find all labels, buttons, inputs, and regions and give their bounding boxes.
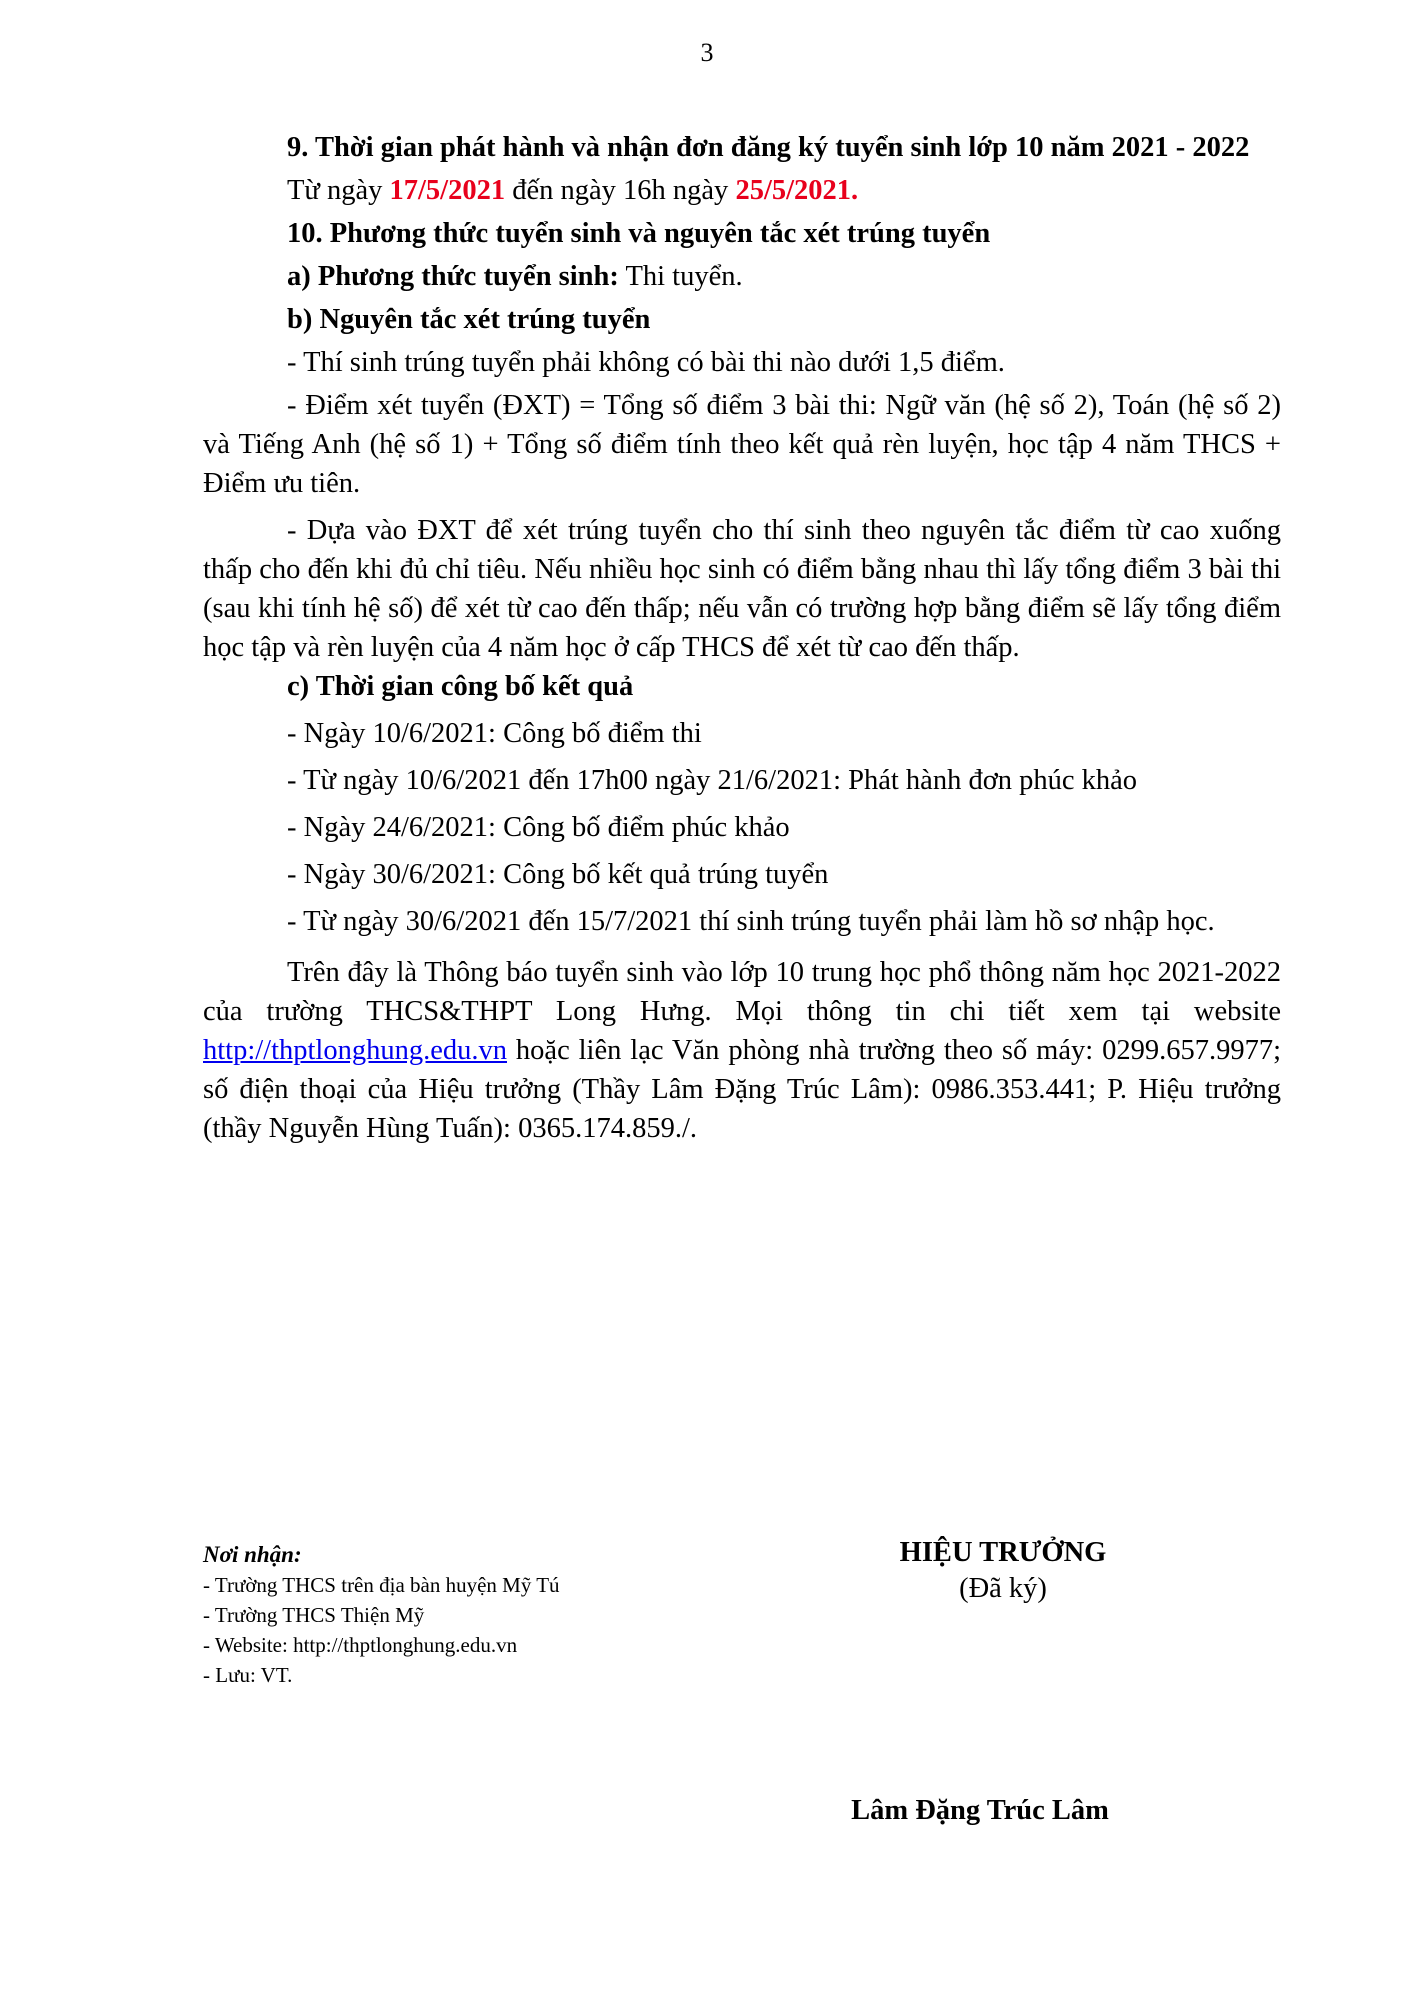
dates-text-to: đến ngày 16h ngày bbox=[505, 175, 736, 206]
results-schedule-heading: c) Thời gian công bố kết quả bbox=[287, 671, 634, 702]
schedule-item: - Từ ngày 10/6/2021 đến 17h00 ngày 21/6/2021: Phát hành đơn phúc khảo bbox=[287, 765, 1138, 796]
schedule-item: - Ngày 24/6/2021: Công bố điểm phúc khảo bbox=[287, 812, 790, 843]
recipient-item: - Website: http://thptlonghung.edu.vn bbox=[203, 1633, 518, 1657]
admission-method-value: Thi tuyển. bbox=[618, 261, 743, 292]
principle-minimum-score: - Thí sinh trúng tuyển phải không có bài thi nào dưới 1,5 điểm. bbox=[287, 347, 1005, 378]
section-9-dates bbox=[203, 171, 1281, 210]
start-date: 17/5/2021 bbox=[389, 175, 506, 206]
document-body bbox=[203, 128, 1281, 1148]
recipient-item: - Trường THCS Thiện Mỹ bbox=[203, 1603, 425, 1627]
recipient-item: - Trường THCS trên địa bàn huyện Mỹ Tú bbox=[203, 1573, 560, 1597]
closing-text-1: Trên đây là Thông báo tuyển sinh vào lớp 10 trung học phổ thông năm học 2021-2022 của trường THCS&THPT Long Hưng. Mọi thông tin chi tiết xem tại website bbox=[203, 957, 1281, 1027]
signer-name: Lâm Đặng Trúc Lâm bbox=[851, 1795, 1109, 1826]
schedule-enrollment: - Từ ngày 30/6/2021 đến 15/7/2021 thí sinh trúng tuyển phải làm hồ sơ nhập học. bbox=[287, 906, 1215, 937]
recipients-block bbox=[203, 1540, 763, 1690]
section-10-heading: 10. Phương thức tuyển sinh và nguyên tắc xét trúng tuyển bbox=[287, 218, 991, 249]
recipient-item: - Lưu: VT. bbox=[203, 1663, 293, 1687]
signature-status: (Đã ký) bbox=[959, 1573, 1047, 1604]
section-9-heading: 9. Thời gian phát hành và nhận đơn đăng ký tuyển sinh lớp 10 năm 2021 - 2022 bbox=[287, 132, 1250, 163]
signature-block bbox=[858, 1535, 1148, 1607]
closing-text-2: hoặc liên lạc Văn phòng nhà trường theo số máy: 0299.657.9977; số điện thoại của Hiệu trưởng (Thầy Lâm Đặng Trúc Lâm): 0986.353.441; P. Hiệu trưởng (thầy Nguyễn Hùng Tuấn): 0365.174.859./. bbox=[203, 1035, 1281, 1144]
admission-method-label: a) Phương thức tuyển sinh: bbox=[287, 261, 619, 292]
page-number: 3 bbox=[700, 38, 714, 67]
admission-principles-heading: b) Nguyên tắc xét trúng tuyển bbox=[287, 304, 651, 335]
admission-method bbox=[203, 257, 1281, 296]
schedule-item: - Ngày 30/6/2021: Công bố kết quả trúng tuyển bbox=[287, 859, 829, 890]
dates-text-from: Từ ngày bbox=[287, 175, 390, 206]
closing-paragraph bbox=[203, 953, 1281, 1148]
recipients-heading: Nơi nhận: bbox=[203, 1542, 302, 1567]
end-date: 25/5/2021. bbox=[735, 175, 859, 206]
schedule-item: - Ngày 10/6/2021: Công bố điểm thi bbox=[287, 718, 702, 749]
signer-title: HIỆU TRƯỞNG bbox=[899, 1537, 1107, 1568]
website-link[interactable]: http://thptlonghung.edu.vn bbox=[203, 1035, 507, 1066]
principle-score-formula: - Điểm xét tuyển (ĐXT) = Tổng số điểm 3 bài thi: Ngữ văn (hệ số 2), Toán (hệ số 2) và Tiếng Anh (hệ số 1) + Tổng số điểm tính theo kết quả rèn luyện, học tập 4 năm THCS + Điểm ưu tiên. bbox=[203, 390, 1281, 499]
principle-ranking: - Dựa vào ĐXT để xét trúng tuyển cho thí sinh theo nguyên tắc điểm từ cao xuống thấp cho đến khi đủ chỉ tiêu. Nếu nhiều học sinh có điểm bằng nhau thì lấy tổng điểm 3 bài thi (sau khi tính hệ số) để xét từ cao đến thấp; nếu vẫn có trường hợp bằng điểm sẽ lấy tổng điểm học tập và rèn luyện của 4 năm học ở cấp THCS để xét từ cao đến thấp. bbox=[203, 515, 1281, 663]
